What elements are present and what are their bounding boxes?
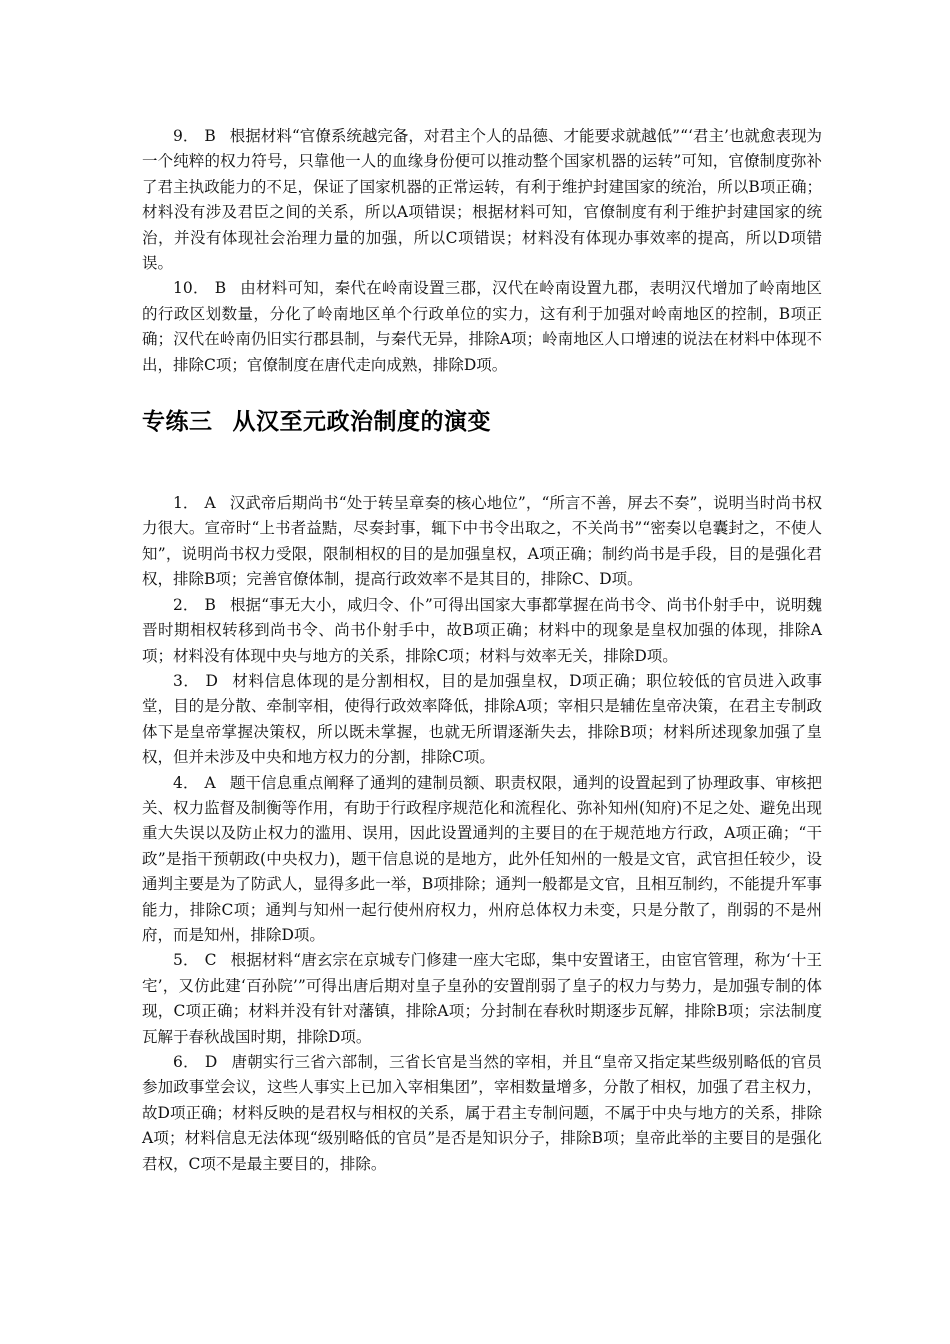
item-explanation: 由材料可知，秦代在岭南设置三郡，汉代在岭南设置九郡，表明汉代增加了岭南地区的行政区划数量，分化了岭南地区单个行政单位的实力，这有利于加强对岭南地区的控制，B项正确；汉代在岭南仍旧实行郡县制，与秦代无异，排除A项；岭南地区人口增速的说法在材料中体现不出，排除C项；官僚制度在唐代走向成熟，排除D项。 (142, 279, 822, 374)
item-answer: D (205, 671, 218, 690)
section-heading (142, 405, 822, 439)
section-label: 专练三 (142, 409, 213, 436)
answer-item-4 (142, 771, 822, 949)
answer-item-2 (142, 593, 822, 669)
item-explanation: 材料信息体现的是分割相权，目的是加强皇权，D项正确；职位较低的官员进入政事堂，目的是分散、牵制宰相，使得行政效率降低，排除A项；宰相只是辅佐皇帝决策，在君主专制政体下是皇帝掌握决策权，所以既未掌握，也就无所谓逐渐失去，排除B项；材料所述现象加强了皇权，但并未涉及中央和地方权力的分割，排除C项。 (142, 671, 822, 767)
answer-item-5 (142, 948, 822, 1050)
item-number: 10． (173, 279, 209, 298)
item-explanation: 根据材料“官僚系统越完备，对君主个人的品德、才能要求就越低”“‘君主’也就愈表现为一个纯粹的权力符号，只靠他一人的血缘身份便可以推动整个国家机器的运转”可知，官僚制度弥补了君主执政能力的不足，保证了国家机器的正常运转，有利于维护封建国家的统治，所以B项正确；材料没有涉及君臣之间的关系，所以A项错误；根据材料可知，官僚制度有利于维护封建国家的统治，并没有体现社会治理力量的加强，所以C项错误；材料没有体现办事效率的提高，所以D项错误。 (142, 127, 822, 273)
answer-item-9 (142, 124, 822, 276)
item-explanation: 根据材料“唐玄宗在京城专门修建一座大宅邸，集中安置诸王，由宦官管理，称为‘十王宅’，又仿此建‘百孙院’”可得出唐后期对皇子皇孙的安置削弱了皇子的权力与势力，是加强专制的体现，C项正确；材料并没有针对藩镇，排除A项；分封制在春秋时期逐步瓦解，排除B项；宗法制度瓦解于春秋战国时期，排除D项。 (142, 951, 822, 1046)
item-answer: B (204, 127, 216, 145)
item-explanation: 根据“事无大小，咸归令、仆”可得出国家大事都掌握在尚书令、尚书仆射手中，说明魏晋时期相权转移到尚书令、尚书仆射手中，故B项正确；材料中的现象是皇权加强的体现，排除A项；材料没有体现中央与地方的关系，排除C项；材料与效率无关，排除D项。 (142, 595, 822, 665)
item-number: 4． (173, 773, 199, 792)
section-title: 从汉至元政治制度的演变 (232, 409, 491, 436)
item-answer: A (204, 773, 216, 792)
document-page (142, 124, 822, 1177)
item-number: 5． (173, 951, 199, 970)
item-explanation: 汉武帝后期尚书“处于转呈章奏的核心地位”，“所言不善，屏去不奏”，说明当时尚书权力很大。宣帝时“上书者益黠，尽奏封事，辄下中书令出取之，不关尚书”“密奏以皂囊封之，不使人知”，说明尚书权力受限，限制相权的目的是加强皇权，A项正确；制约尚书是手段，目的是强化君权，排除B项；完善官僚体制，提高行政效率不是其目的，排除C、D项。 (142, 494, 822, 589)
item-answer: B (204, 595, 216, 614)
answer-item-10 (142, 276, 822, 378)
item-number: 3． (173, 671, 200, 690)
item-answer: D (204, 1053, 218, 1071)
answer-item-3 (142, 669, 822, 771)
answer-item-1 (142, 491, 822, 593)
item-answer: A (204, 494, 216, 513)
item-answer: C (204, 951, 217, 970)
item-number: 2． (173, 595, 199, 614)
item-answer: B (214, 279, 227, 298)
item-number: 9． (173, 127, 199, 145)
item-number: 6． (173, 1053, 199, 1071)
answer-item-6 (142, 1050, 822, 1177)
item-number: 1． (173, 494, 199, 513)
item-explanation: 唐朝实行三省六部制，三省长官是当然的宰相，并且“皇帝又指定某些级别略低的官员参加政事堂会议，这些人事实上已加入宰相集团”，宰相数量增多，分散了相权，加强了君主权力，故D项正确；材料反映的是君权与相权的关系，属于君主专制问题，不属于中央与地方的关系，排除A项；材料信息无法体现“级别略低的官员”是否是知识分子，排除B项；皇帝此举的主要目的是强化君权，C项不是最主要目的，排除。 (142, 1053, 822, 1173)
item-explanation: 题干信息重点阐释了通判的建制员额、职责权限，通判的设置起到了协理政事、审核把关、权力监督及制衡等作用，有助于行政程序规范化和流程化、弥补知州(知府)不足之处、避免出现重大失误以及防止权力的滥用、误用，因此设置通判的主要目的在于规范地方行政，A项正确；“干政”是指干预朝政(中央权力)，题干信息说的是地方，此外任知州的一般是文官，武官担任较少，设通判主要是为了防武人，显得多此一举，B项排除；通判一般都是文官，且相互制约，不能提升军事能力，排除C项；通判与知州一起行使州府权力，州府总体权力未变，只是分散了，削弱的不是州府，而是知州，排除D项。 (142, 773, 822, 944)
